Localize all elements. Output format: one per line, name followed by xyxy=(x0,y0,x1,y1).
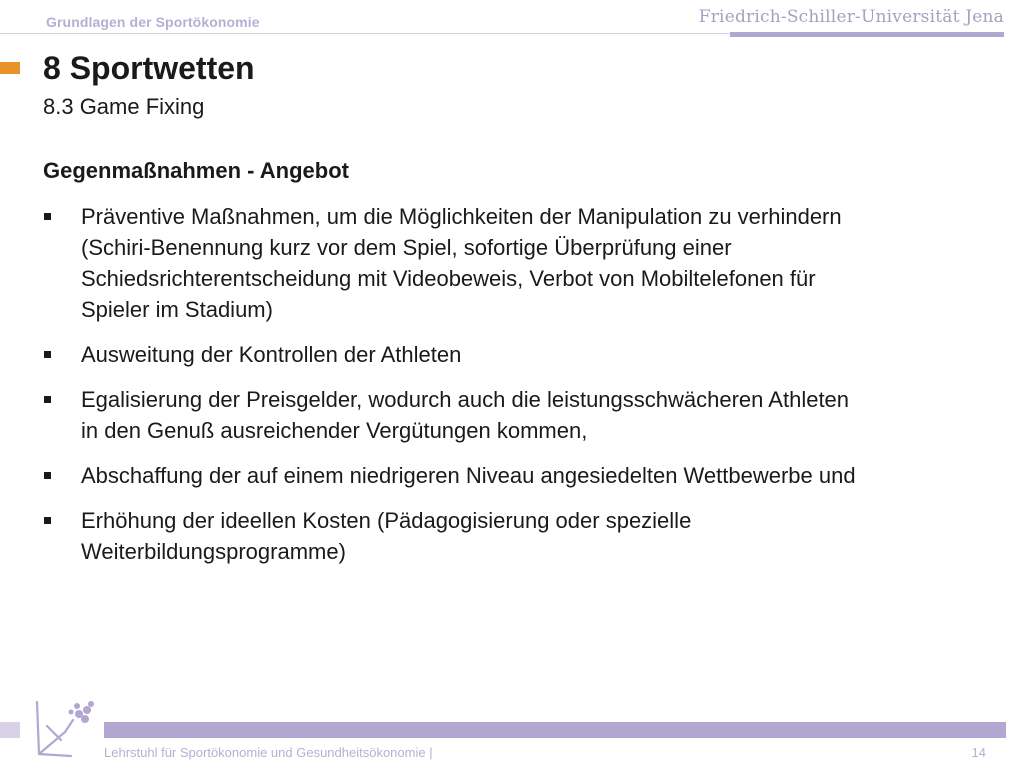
footer-band xyxy=(104,722,1006,738)
bullet-item xyxy=(43,460,993,491)
footer-side-bar xyxy=(0,722,20,738)
square-bullet-icon xyxy=(44,517,51,524)
slide-title: 8 Sportwetten xyxy=(43,50,255,86)
bullet-item xyxy=(43,384,993,446)
bullet-text: Abschaffung der auf einem niedrigeren Niveau angesiedelten Wettbewerbe und xyxy=(81,463,856,488)
footer-text: Lehrstuhl für Sportökonomie und Gesundheitsökonomie | xyxy=(104,745,433,760)
square-bullet-icon xyxy=(44,351,51,358)
bullet-text: Ausweitung der Kontrollen der Athleten xyxy=(81,342,462,367)
bullet-text: Erhöhung der ideellen Kosten (Pädagogisierung oder spezielle Weiterbildungsprogramme) xyxy=(81,508,692,564)
bullet-list xyxy=(43,201,993,581)
title-marker xyxy=(0,62,20,74)
bullet-text: Präventive Maßnahmen, um die Möglichkeiten der Manipulation zu verhindern (Schiri-Benennung kurz vor dem Spiel, sofortige Überprüfung einer Schiedsrichterentscheidung mit Videobeweis, Verbot von Mobiltelefonen für Spieler im Stadium) xyxy=(81,204,842,322)
square-bullet-icon xyxy=(44,472,51,479)
page-number: 14 xyxy=(971,745,986,760)
university-name: Friedrich-Schiller-Universität Jena xyxy=(698,7,1004,27)
square-bullet-icon xyxy=(44,396,51,403)
bullet-item xyxy=(43,505,993,567)
bullet-item xyxy=(43,201,993,325)
square-bullet-icon xyxy=(44,213,51,220)
chair-logo-icon xyxy=(27,696,101,762)
header-accent-bar xyxy=(730,32,1004,37)
slide-subtitle: 8.3 Game Fixing xyxy=(43,94,205,119)
course-title: Grundlagen der Sportökonomie xyxy=(46,14,260,30)
section-heading: Gegenmaßnahmen - Angebot xyxy=(43,158,349,183)
bullet-item xyxy=(43,339,993,370)
bullet-text: Egalisierung der Preisgelder, wodurch auch die leistungsschwächeren Athleten in den Genuß ausreichender Vergütungen kommen, xyxy=(81,387,850,443)
header-divider xyxy=(0,33,730,34)
